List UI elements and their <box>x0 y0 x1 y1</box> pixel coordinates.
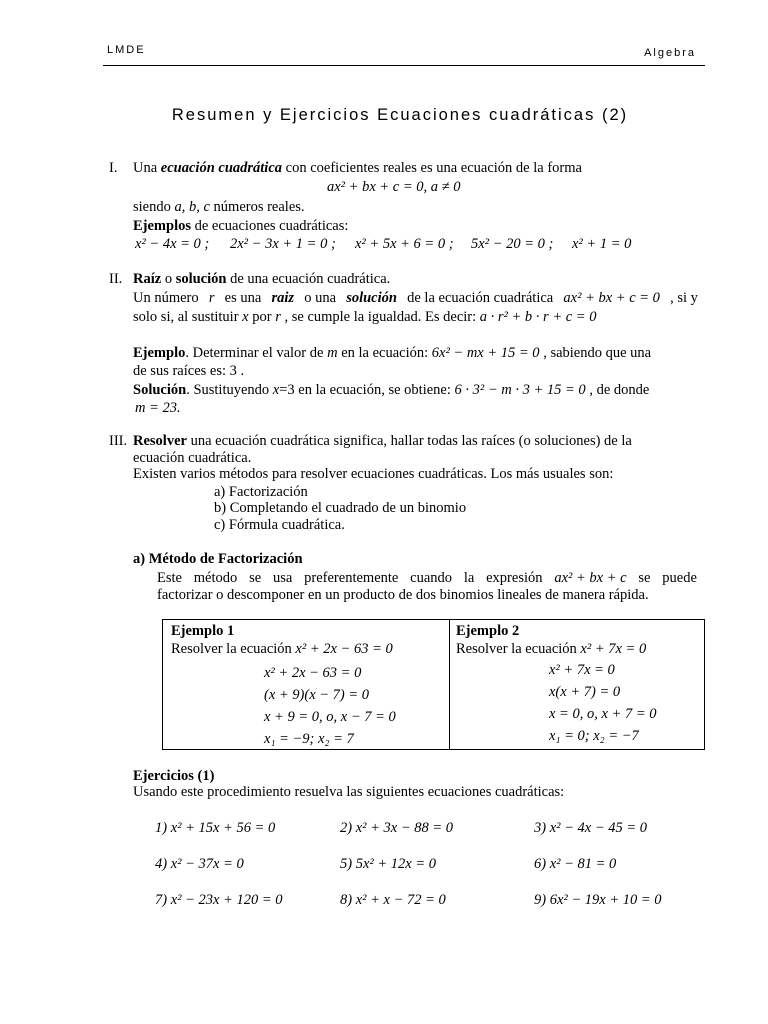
section-3-number: III. <box>109 433 128 449</box>
exercise-9: 9) 6x² − 19x + 10 = 0 <box>534 892 662 908</box>
example-2-step-1: x² + 7x = 0 <box>549 662 615 678</box>
ejemplo-line-1: Ejemplo. Determinar el valor de m en la ecuación: 6x² − mx + 15 = 0 , sabiendo que una <box>133 345 652 361</box>
section-1-number: I. <box>109 160 118 176</box>
section-2-number: II. <box>109 271 123 287</box>
method-b: b) Completando el cuadrado de un binomio <box>214 500 467 516</box>
header-right: Algebra <box>644 47 696 59</box>
method-a: a) Factorización <box>214 484 308 500</box>
example-1-step-4: x₁ = −9; x₂ = 7 <box>264 731 354 747</box>
exercise-1: 1) x² + 15x + 56 = 0 <box>155 820 276 836</box>
solucion-line-1: Solución. Sustituyendo x=3 en la ecuación, se obtiene: 6 · 3² − m · 3 + 15 = 0 , de donde <box>133 382 650 398</box>
example-2: 2x² − 3x + 1 = 0 ; <box>230 236 336 252</box>
table-divider <box>449 620 450 749</box>
example-1-step-1: x² + 2x − 63 = 0 <box>264 665 362 681</box>
example-3: x² + 5x + 6 = 0 ; <box>355 236 454 252</box>
exercises-title: Ejercicios (1) <box>133 768 215 784</box>
general-form-formula: ax² + bx + c = 0, a ≠ 0 <box>327 179 461 195</box>
example-2-step-3: x = 0, o, x + 7 = 0 <box>549 706 657 722</box>
header-left: LMDE <box>107 44 146 56</box>
exercise-3: 3) x² − 4x − 45 = 0 <box>534 820 648 836</box>
solucion-line-2: m = 23. <box>135 400 181 416</box>
example-2-title: Ejemplo 2 <box>456 623 520 639</box>
definition-line-1: Un número r es una raiz o una solución de la ecuación cuadrática ax² + bx + c = 0 , si y <box>133 290 698 306</box>
page-title: Resumen y Ejercicios Ecuaciones cuadráticas (2) <box>171 106 629 124</box>
exercise-2: 2) x² + 3x − 88 = 0 <box>340 820 454 836</box>
section-3-line-2: ecuación cuadrática. <box>133 450 252 466</box>
example-1-step-3: x + 9 = 0, o, x − 7 = 0 <box>264 709 396 725</box>
example-1-title: Ejemplo 1 <box>171 623 235 639</box>
section-2-heading: Raíz o solución de una ecuación cuadrática. <box>133 271 391 287</box>
examples-table <box>162 619 705 750</box>
example-4: 5x² − 20 = 0 ; <box>471 236 554 252</box>
example-2-step-4: x₁ = 0; x₂ = −7 <box>549 728 639 744</box>
factorization-heading: a) Método de Factorización <box>133 551 303 567</box>
ejemplos-line: Ejemplos de ecuaciones cuadráticas: <box>133 218 349 234</box>
exercise-5: 5) 5x² + 12x = 0 <box>340 856 436 872</box>
siendo-line: siendo a, b, c números reales. <box>133 199 305 215</box>
example-1-step-2: (x + 9)(x − 7) = 0 <box>264 687 370 703</box>
section-1-intro: Una ecuación cuadrática con coeficientes reales es una ecuación de la forma <box>133 160 582 176</box>
exercises-instructions: Usando este procedimiento resuelva las siguientes ecuaciones cuadráticas: <box>133 784 565 800</box>
section-3-line-3: Existen varios métodos para resolver ecuaciones cuadráticas. Los más usuales son: <box>133 466 614 482</box>
header-rule <box>103 65 705 66</box>
method-c: c) Fórmula cuadrática. <box>214 517 345 533</box>
ejemplo-line-2: de sus raíces es: 3 . <box>133 363 245 379</box>
section-3-line-1: Resolver una ecuación cuadrática significa, hallar todas las raíces (o soluciones) de la <box>133 433 632 449</box>
factorization-line-1: Este método se usa preferentemente cuando la expresión ax² + bx + c se puede <box>157 570 697 586</box>
factorization-line-2: factorizar o descomponer en un producto de dos binomios lineales de manera rápida. <box>157 587 649 603</box>
exercise-4: 4) x² − 37x = 0 <box>155 856 244 872</box>
example-2-prompt: Resolver la ecuación x² + 7x = 0 <box>456 641 647 657</box>
exercise-7: 7) x² − 23x + 120 = 0 <box>155 892 283 908</box>
exercise-8: 8) x² + x − 72 = 0 <box>340 892 446 908</box>
example-1-prompt: Resolver la ecuación x² + 2x − 63 = 0 <box>171 641 393 657</box>
example-2-step-2: x(x + 7) = 0 <box>549 684 621 700</box>
exercise-6: 6) x² − 81 = 0 <box>534 856 617 872</box>
example-5: x² + 1 = 0 <box>572 236 632 252</box>
example-1: x² − 4x = 0 ; <box>135 236 210 252</box>
definition-line-2: solo si, al sustituir x por r , se cumple la igualdad. Es decir: a · r² + b · r + c = 0 <box>133 309 597 325</box>
